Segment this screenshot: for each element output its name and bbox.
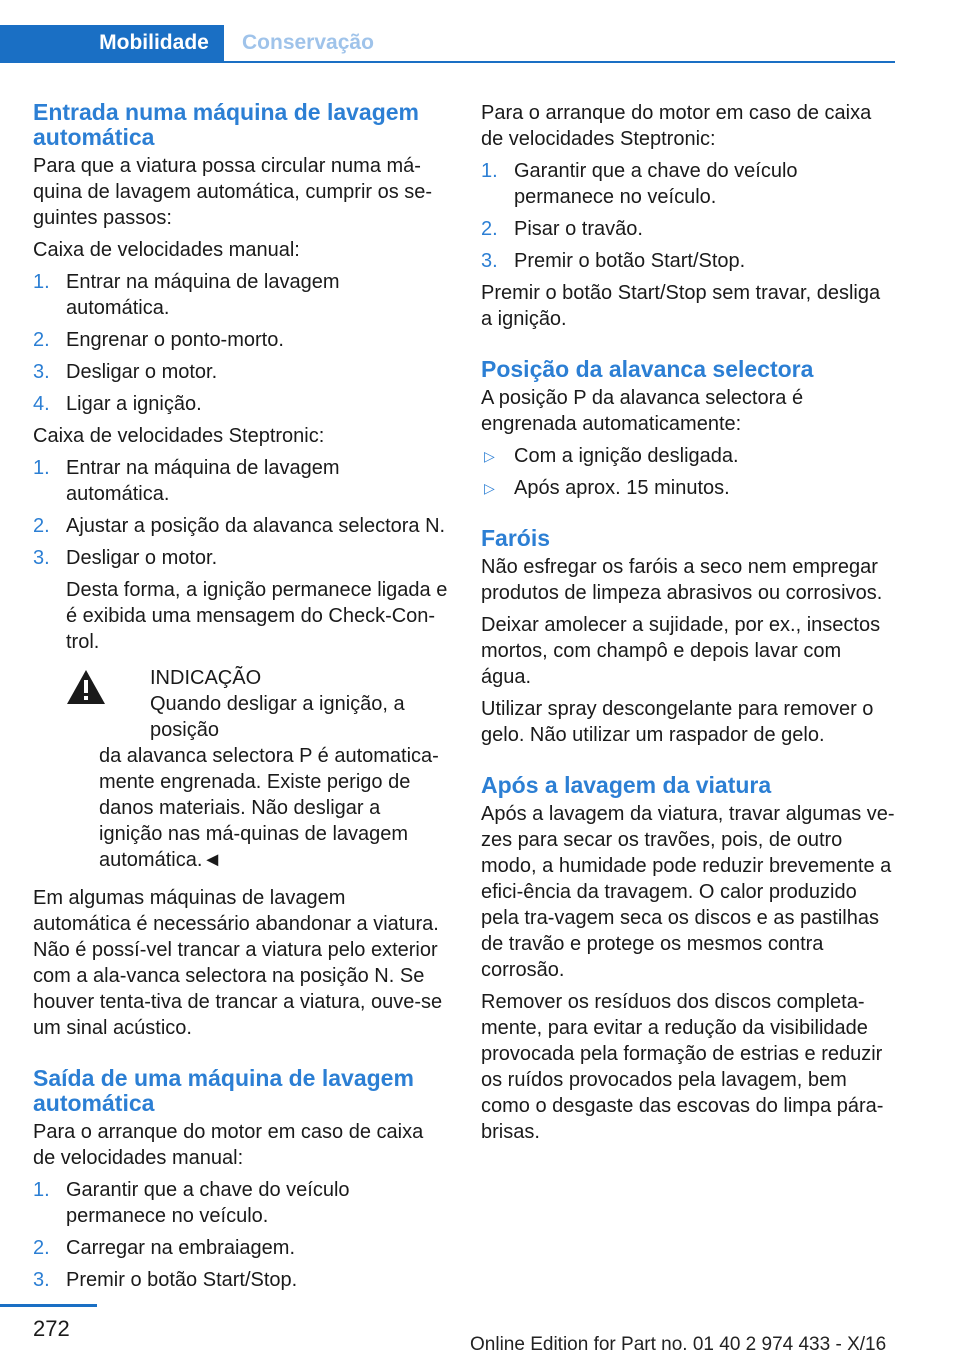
step-number: 3. — [33, 547, 50, 569]
step-number: 1. — [33, 1179, 50, 1201]
step-number: 3. — [481, 250, 498, 272]
warning-box — [66, 665, 448, 873]
list-item: ▷ Com a ignição desligada. — [484, 445, 739, 467]
tab-mobilidade[interactable]: Mobilidade — [0, 25, 224, 61]
list-item: 2. Pisar o travão. — [481, 218, 643, 240]
steptronic-start-steps — [481, 158, 896, 274]
list-item: 1. Garantir que a chave do veículo permanece no veículo. — [481, 160, 798, 208]
list-item: ▷ Após aprox. 15 minutos. — [484, 477, 730, 499]
ignition-note: Premir o botão Start/Stop sem travar, desliga a ignição. — [481, 282, 881, 330]
steptronic-note: Desta forma, a ignição permanece ligada e é exibida uma mensagem do Check-Con-trol. — [66, 579, 448, 653]
list-item: 2. Engrenar o ponto-morto. — [33, 329, 284, 351]
entry-intro: Para que a viatura possa circular numa má-quina de lavagem automática, cumprir os se-guintes passos: — [33, 155, 433, 229]
list-item: 1. Entrar na máquina de lavagem automática. — [33, 457, 340, 505]
step-number: 2. — [481, 218, 498, 240]
manual-label: Caixa de velocidades manual: — [33, 239, 300, 261]
step-number: 2. — [33, 515, 50, 537]
section-title-exit: Saída de uma máquina de lavagem automática — [33, 1065, 414, 1116]
list-item: 3. Premir o botão Start/Stop. — [481, 250, 746, 272]
steptronic-steps — [33, 455, 448, 571]
section-title-entry: Entrada numa máquina de lavagem automática — [33, 99, 420, 150]
list-item: 2. Carregar na embraiagem. — [33, 1237, 295, 1259]
right-column — [481, 100, 896, 1151]
warning-icon — [66, 669, 106, 705]
after-wash-p1: Após a lavagem da viatura, travar algumas ve-zes para secar os travões, pois, de outro modo, a humidade pode reduzir brevemente a efici-ência da travagem. O calor produzido pela tra-vagem seca os discos e as pastilhas de travão e protege os mesmos contra corrosão. — [481, 803, 895, 981]
manual-steps — [33, 269, 448, 417]
selector-bullets — [481, 443, 896, 501]
page-header — [0, 25, 895, 63]
step-number: 4. — [33, 393, 50, 415]
warning-body: da alavanca selectora P é automatica-mente engrenada. Existe perigo de danos materiais. Não desligar a ignição nas má-quinas de lavagem automática.◄ — [99, 745, 439, 871]
list-item: 2. Ajustar a posição da alavanca selectora N. — [33, 515, 446, 537]
tab-conservacao[interactable]: Conservação — [242, 31, 374, 54]
steptronic-start-intro: Para o arranque do motor em caso de caixa de velocidades Steptronic: — [481, 102, 872, 150]
section-title-selector: Posição da alavanca selectora — [481, 356, 814, 382]
headlights-p2: Deixar amolecer a sujidade, por ex., insectos mortos, com champô e depois lavar com água. — [481, 614, 881, 688]
headlights-p3: Utilizar spray descongelante para remover o gelo. Não utilizar um raspador de gelo. — [481, 698, 874, 746]
triangle-bullet-icon: ▷ — [484, 480, 495, 496]
headlights-p1: Não esfregar os faróis a seco nem empregar produtos de limpeza abrasivos ou corrosivos. — [481, 556, 883, 604]
step-number: 1. — [33, 271, 50, 293]
step-number: 1. — [481, 160, 498, 182]
section-title-headlights: Faróis — [481, 525, 551, 551]
list-item: 1. Entrar na máquina de lavagem automática. — [33, 271, 340, 319]
left-column — [33, 100, 448, 1299]
selector-intro: A posição P da alavanca selectora é engrenada automaticamente: — [481, 387, 804, 435]
step-number: 2. — [33, 329, 50, 351]
list-item: 3. Desligar o motor. — [33, 361, 218, 383]
warning-first-line: Quando desligar a ignição, a posição — [150, 693, 405, 741]
leave-vehicle-paragraph: Em algumas máquinas de lavagem automática é necessário abandonar a viatura. Não é possí-vel trancar a viatura pelo exterior com a ala-vanca selectora na posição N. Se houver tenta-tiva de trancar a viatura, ouve-se um sinal acústico. — [33, 887, 443, 1039]
edition-text: Online Edition for Part no. 01 40 2 974 433 - X/16 — [470, 1334, 887, 1355]
step-number: 3. — [33, 361, 50, 383]
section-title-after-wash: Após a lavagem da viatura — [481, 772, 772, 798]
after-wash-p2: Remover os resíduos dos discos completa-mente, para evitar a redução da visibilidade provocada pela formação de estrias e reduzir os ruídos provocados pela lavagem, bem como o desgaste das escovas do limpa pára-brisas. — [481, 991, 884, 1143]
list-item: 4. Ligar a ignição. — [33, 393, 202, 415]
list-item: 3. Premir o botão Start/Stop. — [33, 1269, 298, 1291]
exit-steps — [33, 1177, 448, 1293]
list-item: 3. Desligar o motor. — [33, 547, 218, 569]
warning-title: INDICAÇÃO — [150, 667, 262, 689]
steptronic-label: Caixa de velocidades Steptronic: — [33, 425, 325, 447]
step-number: 2. — [33, 1237, 50, 1259]
header-rule — [0, 61, 895, 63]
footer-rule — [0, 1304, 97, 1307]
list-item: 1. Garantir que a chave do veículo permanece no veículo. — [33, 1179, 350, 1227]
step-number: 1. — [33, 457, 50, 479]
exit-intro: Para o arranque do motor em caso de caixa de velocidades manual: — [33, 1121, 424, 1169]
step-number: 3. — [33, 1269, 50, 1291]
page-number: 272 — [33, 1316, 70, 1341]
triangle-bullet-icon: ▷ — [484, 448, 495, 464]
